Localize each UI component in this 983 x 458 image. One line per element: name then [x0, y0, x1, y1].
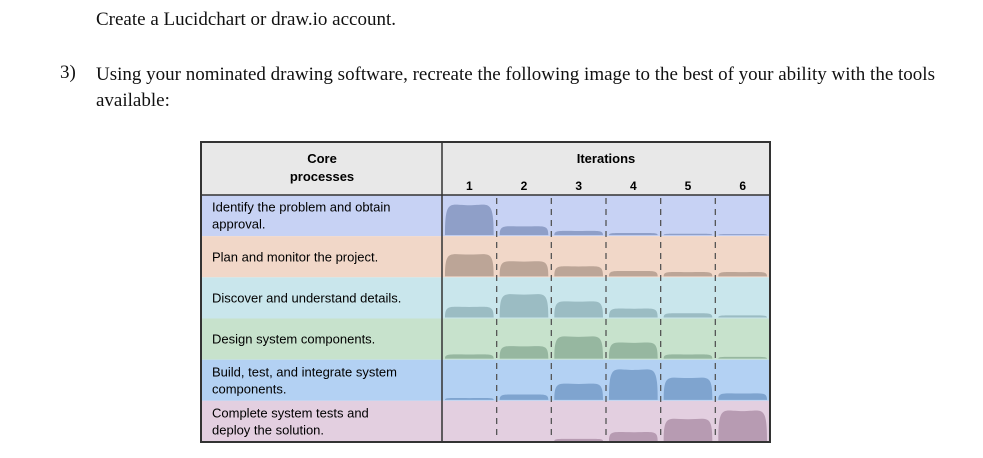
question-text: Using your nominated drawing software, recreate the following image to the best of your ability with the tools available:	[96, 64, 935, 111]
process-label: Plan and monitor the project.	[212, 249, 379, 265]
effort-hump	[500, 346, 549, 359]
process-label: approval.	[212, 216, 266, 232]
effort-hump	[718, 272, 767, 276]
effort-hump	[718, 393, 767, 399]
effort-hump	[718, 357, 767, 359]
iteration-number: 2	[520, 179, 528, 193]
effort-hump	[554, 384, 603, 400]
effort-hump	[718, 234, 767, 235]
effort-hump	[554, 336, 603, 358]
header-right-cell	[442, 142, 770, 195]
effort-hump	[664, 354, 713, 358]
iteration-number: 3	[575, 179, 583, 193]
iteration-number: 4	[629, 179, 637, 193]
process-label: deploy the solution.	[212, 422, 325, 438]
effort-hump	[609, 309, 658, 318]
effort-hump	[445, 398, 494, 400]
effort-hump	[664, 272, 713, 276]
effort-hump	[500, 294, 549, 317]
process-label: Design system components.	[212, 331, 376, 347]
effort-hump	[664, 234, 713, 235]
header-processes-label: processes	[289, 169, 355, 184]
effort-hump	[554, 231, 603, 235]
effort-hump	[664, 313, 713, 317]
effort-hump	[554, 439, 603, 441]
process-label: Identify the problem and obtain	[212, 199, 391, 215]
header-iterations-label: Iterations	[576, 151, 636, 166]
process-label: Build, test, and integrate system	[212, 364, 397, 380]
iteration-number: 1	[465, 179, 473, 193]
effort-hump	[664, 378, 713, 400]
effort-hump	[664, 419, 713, 441]
effort-hump	[445, 205, 494, 236]
effort-hump	[554, 266, 603, 276]
effort-hump	[609, 271, 658, 276]
effort-hump	[500, 261, 549, 276]
iteration-number: 6	[739, 179, 747, 193]
effort-hump	[609, 432, 658, 441]
process-label: Discover and understand details.	[212, 290, 402, 306]
effort-hump	[445, 254, 494, 276]
question-number: 3)	[60, 62, 76, 83]
iteration-number: 5	[684, 179, 692, 193]
effort-hump	[500, 394, 549, 399]
effort-hump	[718, 410, 767, 441]
effort-hump	[609, 343, 658, 359]
effort-hump	[500, 226, 549, 235]
effort-hump	[609, 233, 658, 235]
effort-hump	[445, 354, 494, 358]
process-label: Complete system tests and	[212, 405, 369, 421]
effort-hump	[609, 369, 658, 400]
header-core-label: Core	[307, 151, 337, 166]
effort-hump	[445, 307, 494, 318]
process-label: components.	[212, 381, 287, 397]
effort-hump	[718, 315, 767, 317]
intro-line: Create a Lucidchart or draw.io account.	[96, 9, 396, 30]
effort-hump	[554, 301, 603, 317]
